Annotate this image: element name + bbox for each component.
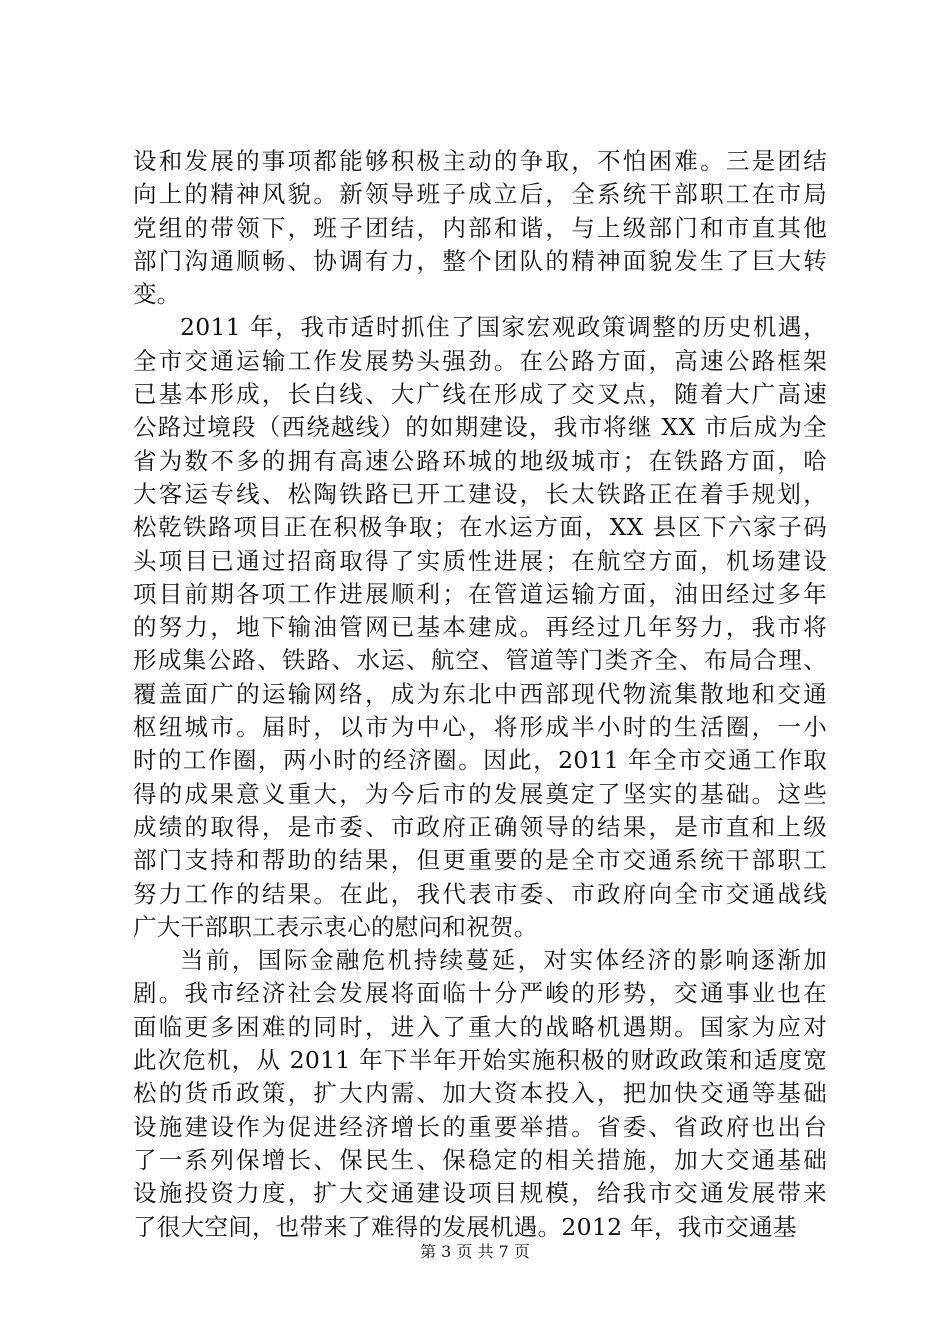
text-line: 覆盖面广的运输网络，成为东北中西部现代物流集散地和交通	[133, 679, 827, 708]
paragraph	[133, 311, 827, 944]
text-line: 头项目已通过招商取得了实质性进展；在航空方面，机场建设	[133, 546, 827, 575]
text-line: 部门支持和帮助的结果，但更重要的是全市交通系统干部职工	[133, 846, 827, 875]
text-line: 的努力，地下输油管网已基本建成。再经过几年努力，我市将	[133, 613, 827, 642]
text-line: 剧。我市经济社会发展将面临十分严峻的形势，交通事业也在	[133, 979, 827, 1008]
text-line: 了一系列保增长、保民生、保稳定的相关措施，加大交通基础	[133, 1145, 827, 1174]
text-line: 设施投资力度，扩大交通建设项目规模，给我市交通发展带来	[133, 1179, 827, 1208]
text-line: 形成集公路、铁路、水运、航空、管道等门类齐全、布局合理、	[133, 646, 827, 675]
text-line: 省为数不多的拥有高速公路环城的地级城市；在铁路方面，哈	[133, 446, 827, 475]
text-line: 变。	[133, 280, 181, 309]
paragraph	[133, 145, 827, 311]
text-line: 已基本形成，长白线、大广线在形成了交叉点，随着大广高速	[133, 380, 827, 409]
text-line: 当前，国际金融危机持续蔓延，对实体经济的影响逐渐加	[180, 946, 827, 975]
text-line: 努力工作的结果。在此，我代表市委、市政府向全市交通战线	[133, 879, 827, 908]
paragraph	[133, 944, 827, 1244]
text-line: 时的工作圈，两小时的经济圈。因此，2011 年全市交通工作取	[133, 746, 827, 775]
text-line: 设施建设作为促进经济增长的重要举措。省委、省政府也出台	[133, 1112, 827, 1141]
text-line: 了很大空间，也带来了难得的发展机遇。2012 年，我市交通基	[133, 1212, 797, 1241]
text-line: 枢纽城市。届时，以市为中心，将形成半小时的生活圈，一小	[133, 713, 827, 742]
text-line: 向上的精神风貌。新领导班子成立后，全系统干部职工在市局	[133, 180, 827, 209]
text-line: 项目前期各项工作进展顺利；在管道运输方面，油田经过多年	[133, 579, 827, 608]
text-line: 设和发展的事项都能够积极主动的争取，不怕困难。三是团结	[133, 147, 827, 175]
text-line: 此次危机，从 2011 年下半年开始实施积极的财政政策和适度宽	[133, 1046, 827, 1075]
text-line: 大客运专线、松陶铁路已开工建设，长太铁路正在着手规划，	[133, 479, 827, 508]
text-line: 得的成果意义重大，为今后市的发展奠定了坚实的基础。这些	[133, 779, 827, 808]
text-line: 部门沟通顺畅、协调有力，整个团队的精神面貌发生了巨大转	[133, 246, 827, 275]
text-line: 松乾铁路项目正在积极争取；在水运方面，XX 县区下六家子码	[133, 513, 827, 542]
text-line: 全市交通运输工作发展势头强劲。在公路方面，高速公路框架	[133, 346, 827, 375]
text-line: 党组的带领下，班子团结，内部和谐，与上级部门和市直其他	[133, 213, 827, 242]
page-footer: 第 3 页 共 7 页	[420, 1242, 530, 1261]
document-body	[133, 145, 827, 1244]
text-line: 面临更多困难的同时，进入了重大的战略机遇期。国家为应对	[133, 1012, 827, 1041]
text-line: 公路过境段（西绕越线）的如期建设，我市将继 XX 市后成为全	[133, 413, 827, 442]
text-line: 成绩的取得，是市委、市政府正确领导的结果，是市直和上级	[133, 812, 827, 841]
text-line: 松的货币政策，扩大内需、加大资本投入，把加快交通等基础	[133, 1079, 827, 1108]
text-line: 广大干部职工表示衷心的慰问和祝贺。	[133, 912, 538, 941]
text-line: 2011 年，我市适时抓住了国家宏观政策调整的历史机遇，	[180, 313, 827, 342]
